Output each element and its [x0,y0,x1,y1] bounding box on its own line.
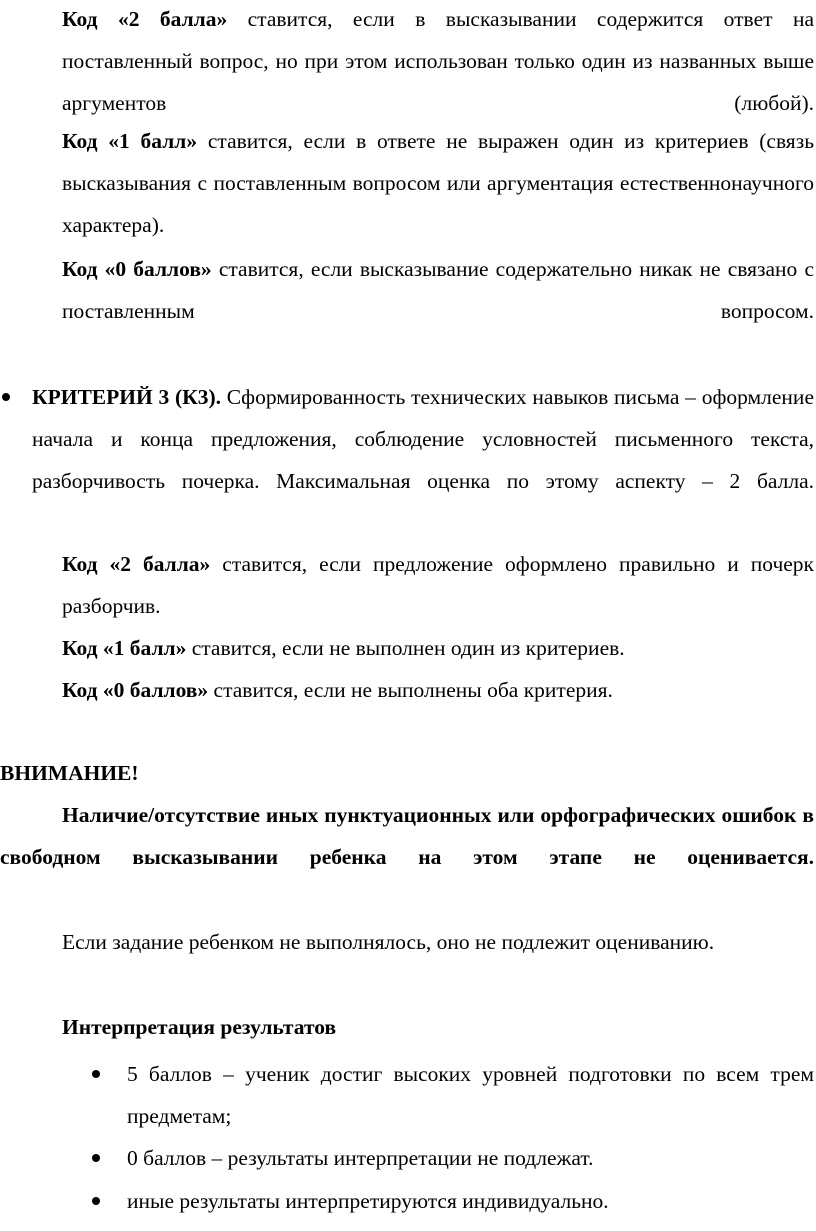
k2-code1-label: Код «1 балл» [62,129,198,153]
k2-code1-text: ставится, если в ответе не выражен один из критериев (связь высказывания с поставленным вопросом или аргументация естественнонаучного характера). [62,129,814,237]
k3-code2-paragraph [62,543,814,627]
attention-heading: ВНИМАНИЕ! [0,761,139,785]
k2-code2-label: Код «2 балла» [62,7,228,31]
k3-code0-paragraph [62,669,814,711]
interpretation-bullet-icon [92,1197,100,1205]
k3-title: КРИТЕРИЙ 3 (К3). [32,385,222,409]
k3-code1-paragraph [62,627,814,669]
interpretation-item: иные результаты интерпретируются индивидуально. [127,1189,609,1213]
k3-code2-label: Код «2 балла» [62,552,211,576]
k3-code2-text: ставится, если предложение оформлено правильно и почерк разборчив. [62,552,814,618]
k2-code0-paragraph [62,248,814,332]
k3-code0-label: Код «0 баллов» [62,678,209,702]
interpretation-item: 0 баллов – результаты интерпретации не подлежат. [127,1146,594,1170]
note-text: Если задание ребенком не выполнялось, оно не подлежит оцениванию. [62,930,715,954]
k2-code0-text: ставится, если высказывание содержательно никак не связано с поставленным вопросом. [62,257,814,323]
interpretation-heading: Интерпретация результатов [62,1015,337,1039]
k3-code0-text: ставится, если не выполнены оба критерия. [208,678,613,702]
k2-code2-text: ставится, если в высказывании содержится ответ на поставленный вопрос, но при этом использован только один из названных выше аргументов (любой). [62,7,814,115]
k3-description: Сформированность технических навыков письма – оформление начала и конца предложения, соблюдение условностей письменного текста, разборчивость почерка. Максимальная оценка по этому аспекту – 2 балла. [32,385,814,493]
interpretation-bullet-icon [92,1070,100,1078]
k2-code1-paragraph [62,120,814,246]
interpretation-bullet-icon [92,1154,100,1162]
k3-code1-text: ставится, если не выполнен один из критериев. [186,636,625,660]
k2-code0-label: Код «0 баллов» [62,257,212,281]
attention-text: Наличие/отсутствие иных пунктуационных или орфографических ошибок в свободном высказывании ребенка на этом этапе не оценивается. [0,803,814,869]
interpretation-item: 5 баллов – ученик достиг высоких уровней подготовки по всем трем предметам; [127,1062,814,1128]
k3-code1-label: Код «1 балл» [62,636,187,660]
k2-code2-paragraph [62,0,814,124]
k3-paragraph [32,376,814,544]
k3-bullet-icon [2,393,10,401]
